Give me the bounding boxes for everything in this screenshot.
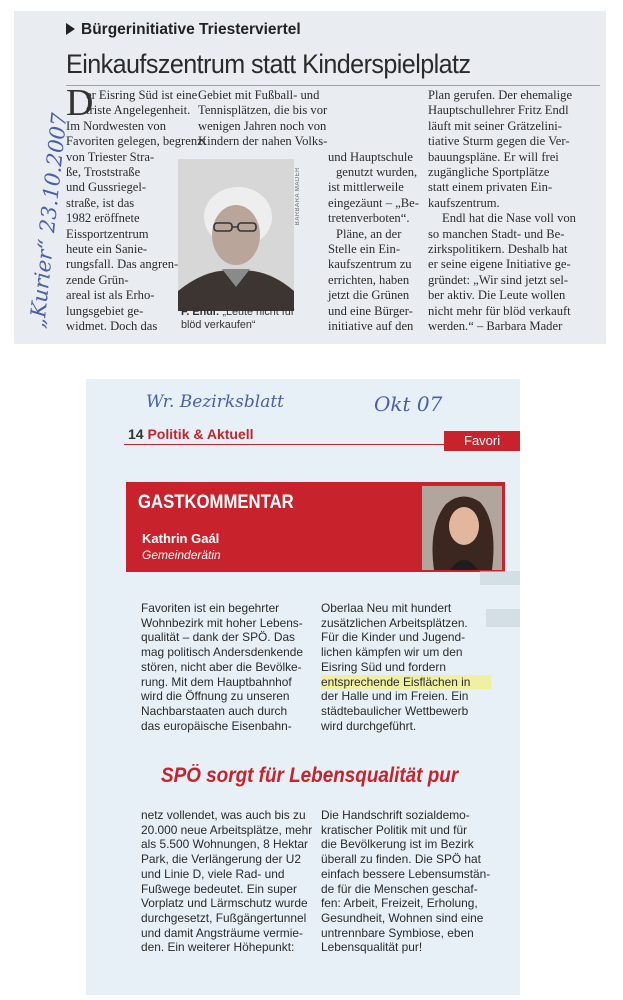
text-line: den. Ein weiterer Höhepunkt: bbox=[141, 940, 295, 955]
text-line: Gesundheit, Wohnen sind eine bbox=[321, 910, 484, 925]
text-line: tretenverboten“. bbox=[328, 211, 410, 226]
text-line: lungsgebiet ge- bbox=[66, 303, 144, 318]
text-line: das europäische Eisenbahn- bbox=[141, 718, 292, 733]
text-line: überall zu finden. Die SPÖ hat bbox=[321, 852, 481, 867]
text-line: Plan gerufen. Der ehemalige bbox=[428, 88, 573, 102]
text-line: rungsfall. Das angren- bbox=[66, 257, 179, 272]
text-line: Lebensqualität pur! bbox=[321, 940, 423, 955]
text-line: zende Grün- bbox=[66, 272, 129, 287]
text-line: und Gussriegel- bbox=[66, 180, 147, 195]
text-line: widmet. Doch das bbox=[66, 319, 158, 334]
text-line: Kindern der nahen Volks- bbox=[198, 134, 328, 149]
text-line: untrennbare Symbiose, eben bbox=[321, 925, 474, 940]
guest-comment-header bbox=[126, 482, 505, 572]
headline-divider bbox=[66, 85, 600, 86]
text-line: ber aktiv. Die Leute wollen bbox=[428, 288, 566, 303]
article-kicker bbox=[66, 21, 301, 39]
text-line: Im Nordwesten von bbox=[66, 118, 167, 133]
svg-text:Wr. Bezirksblatt: Wr. Bezirksblatt bbox=[146, 392, 284, 412]
page-number: 14 bbox=[128, 426, 144, 442]
text-line: er seine eigene Initiative ge- bbox=[428, 257, 571, 272]
text-line: gründet: „Wir sind jetzt sel- bbox=[428, 272, 569, 287]
comment-column-3 bbox=[141, 808, 313, 955]
article-column-3 bbox=[428, 88, 600, 335]
text-line: wenigen Jahren noch von bbox=[198, 118, 327, 133]
text-line: kaufszentrum zu bbox=[328, 257, 412, 272]
text-line: Vorplatz und Lärmschutz wurde bbox=[141, 896, 308, 911]
photo-caption bbox=[181, 306, 307, 332]
text-line: 20.000 neue Arbeitsplätze, mehr bbox=[141, 822, 313, 837]
text-line: Stelle ein Ein- bbox=[328, 242, 401, 257]
text-line: und Linie D, viele Rad- und bbox=[141, 866, 285, 881]
text-line: zusätzlichen Arbeitsplätzen. bbox=[321, 615, 468, 630]
text-line: areal ist als Erho- bbox=[66, 288, 155, 303]
drop-cap: D bbox=[66, 82, 94, 124]
text-line: der Halle und im Freien. Ein bbox=[321, 689, 469, 704]
text-line: und eine Bürger- bbox=[328, 303, 413, 318]
text-line: eingezäunt – „Be- bbox=[328, 195, 419, 210]
text-line: und damit Angsträume vermie- bbox=[141, 925, 303, 940]
text-line: Favoriten gelegen, begrenzt bbox=[66, 134, 207, 149]
comment-column-1 bbox=[141, 601, 309, 733]
text-line: tiative Sturm gegen die Ver- bbox=[428, 134, 570, 149]
text-line: Gebiet mit Fußball- und bbox=[198, 88, 320, 102]
text-line: Fußwege bedeutet. Ein super bbox=[141, 881, 297, 896]
box-title: GASTKOMMENTAR bbox=[138, 492, 294, 513]
text-line: einfach bessere Lebensumstän- bbox=[321, 866, 491, 881]
article-headline: Einkaufszentrum statt Kinderspielplatz bbox=[66, 49, 471, 79]
caption-quote: „Leute nicht für blöd verkaufen“ bbox=[181, 306, 295, 331]
text-line: Eissportzentrum bbox=[66, 226, 149, 241]
text-line: ist mittlerweile bbox=[328, 180, 404, 195]
caption-name: F. Endl: bbox=[181, 306, 220, 318]
text-line: Eisring Süd und fordern bbox=[321, 659, 446, 674]
text-line: zugängliche Sportplätze bbox=[428, 165, 550, 180]
text-line: statt einem privaten Ein- bbox=[428, 180, 553, 195]
text-line: Pläne, an der bbox=[336, 226, 402, 241]
text-line: wird die Öffnung zu unseren bbox=[141, 689, 290, 704]
text-line: nicht mehr für blöd verkauft bbox=[428, 303, 571, 318]
text-line: läuft mit seiner Grätzelini- bbox=[428, 118, 562, 133]
text-line: 1982 eröffnete bbox=[66, 211, 140, 226]
section-name: Politik & Aktuell bbox=[147, 426, 254, 442]
text-line: Die Handschrift sozialdemo- bbox=[321, 808, 470, 822]
kicker-text: Bürgerinitiative Triesterviertel bbox=[81, 21, 301, 38]
text-line: als 5.500 Wohnungen, 8 Hektar bbox=[141, 837, 309, 852]
text-line: die Bevölkerung ist im Bezirk bbox=[321, 837, 474, 852]
text-line: Favoriten ist ein begehrter bbox=[141, 601, 280, 615]
handwritten-source-note bbox=[136, 377, 496, 419]
kurier-clipping bbox=[14, 11, 606, 344]
text-line: heute ein Sanie- bbox=[66, 242, 148, 257]
text-line: straße, ist das bbox=[66, 195, 135, 210]
photo-credit: BARBARA MADER bbox=[295, 167, 301, 226]
play-triangle-icon bbox=[66, 23, 75, 35]
text-line: Tennisplätzen, die bis vor bbox=[198, 103, 328, 118]
text-line: Endl hat die Nase voll von bbox=[442, 211, 576, 226]
text-line: fen: Arbeit, Freizeit, Erholung, bbox=[321, 896, 478, 911]
text-line: Für die Kinder und Jugend- bbox=[321, 630, 466, 645]
svg-text:Okt 07: Okt 07 bbox=[374, 392, 443, 416]
text-line: rung. Mit dem Hauptbahnhof bbox=[141, 674, 292, 689]
text-line: so manchen Stadt- und Be- bbox=[428, 226, 565, 241]
text-line: Wohnbezirk mit hoher Lebens- bbox=[141, 615, 303, 630]
bezirksblatt-clipping bbox=[86, 379, 520, 995]
text-line: und Hauptschule bbox=[328, 149, 413, 164]
text-line: lichen kämpfen wir um den bbox=[321, 645, 463, 660]
text-line: jetzt die Grünen bbox=[328, 288, 410, 303]
page-header bbox=[128, 426, 254, 442]
text-line: genutzt wurden, bbox=[336, 165, 418, 180]
svg-text:„Kurier“ 23.10.2007: „Kurier“ 23.10.2007 bbox=[25, 111, 72, 330]
handwritten-date-note bbox=[20, 101, 72, 331]
text-line: stören, nicht aber die Bevölke- bbox=[141, 659, 302, 674]
pull-quote: SPÖ sorgt für Lebensqualität pur bbox=[161, 764, 459, 787]
text-line: städtebaulicher Wettbewerb bbox=[321, 703, 469, 718]
text-line: errichten, haben bbox=[328, 272, 410, 287]
text-line: bauungspläne. Er will frei bbox=[428, 149, 559, 164]
text-line: de für die Menschen geschaf- bbox=[321, 881, 478, 896]
text-line: zirkspolitikern. Deshalb hat bbox=[428, 242, 568, 257]
text-line: werden.“ – Barbara Mader bbox=[428, 319, 563, 334]
text-line: ße, Troststraße bbox=[66, 165, 141, 180]
text-line: durchgesetzt, Fußgängertunnel bbox=[141, 910, 307, 925]
comment-column-4 bbox=[321, 808, 491, 955]
text-line: mag politisch Andersdenkende bbox=[141, 645, 303, 660]
highlighted-text-line: entsprechende Eisflächen in bbox=[321, 675, 491, 690]
author-role: Gemeinderätin bbox=[142, 548, 221, 562]
district-tab: Favori bbox=[444, 431, 520, 451]
text-line: initiative auf den bbox=[328, 319, 414, 334]
portrait-photo-drawing bbox=[178, 159, 294, 311]
text-line: Hauptschullehrer Fritz Endl bbox=[428, 103, 569, 118]
text-line: Park, die Verlängerung der U2 bbox=[141, 852, 301, 867]
text-line: Oberlaa Neu mit hundert bbox=[321, 601, 452, 615]
comment-column-2 bbox=[321, 601, 491, 733]
text-line: Nachbarstaaten auch durch bbox=[141, 703, 288, 718]
text-line: kaufszentrum. bbox=[428, 195, 500, 210]
text-line: er Eisring Süd ist eine bbox=[86, 88, 198, 102]
text-line: triste Angelegenheit. bbox=[86, 103, 191, 118]
text-line: qualität – dank der SPÖ. Das bbox=[141, 630, 296, 645]
text-line: kratischer Politik mit und für bbox=[321, 822, 468, 837]
author-name: Kathrin Gaál bbox=[142, 531, 220, 546]
text-line: von Triester Stra- bbox=[66, 149, 155, 164]
portrait-photo-fritz-endl bbox=[178, 159, 294, 311]
text-line: wird durchgeführt. bbox=[321, 718, 417, 733]
text-line: netz vollendet, was auch bis zu bbox=[141, 808, 306, 822]
